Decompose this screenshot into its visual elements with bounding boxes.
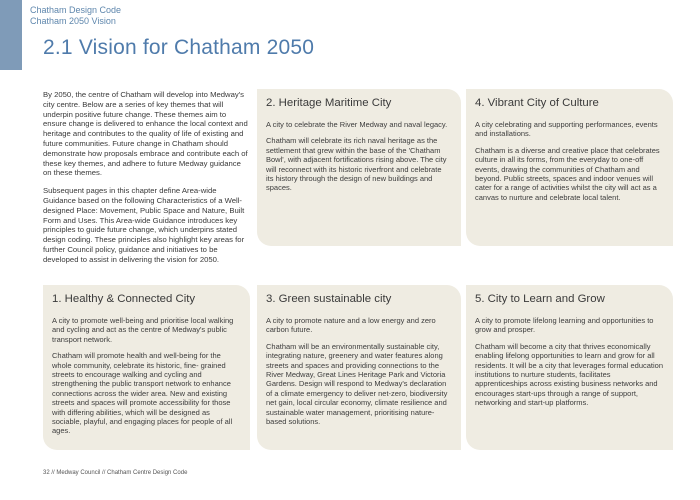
theme-card-culture <box>466 89 673 246</box>
theme-title: 3. Green sustainable city <box>266 293 392 305</box>
side-tab <box>0 0 22 70</box>
theme-body: Chatham will become a city that thrives economically enabling lifelong opportunities to learn and grow for all residents. It will be a city that leverages formal education institutions to nurture students, facilitates apprenticeships across existing business networks and encourages start-ups through a range of support, networking and start-up platforms. <box>475 341 664 408</box>
theme-title: 5. City to Learn and Grow <box>475 293 605 305</box>
running-header-document: Chatham Design Code <box>30 5 122 15</box>
theme-summary: A city to promote well-being and prioritise local walking and cycling and act as the centre of Medway's public transport network. <box>52 316 234 344</box>
running-header <box>30 5 121 26</box>
theme-body: Chatham will celebrate its rich naval heritage as the settlement that grew within the base of the 'Chatham Bowl', with adjacent fortifications rising above. The city will reconnect with its historic riverfront and celebrate its history through the design of new buildings and spaces. <box>266 136 447 193</box>
theme-body: Chatham will be an environmentally sustainable city, integrating nature, greenery and water features along streets and spaces and providing connections to the River Medway, Great Lines Heritage Park and Victoria Gardens. Design will respond to Medway's declaration of a climate emergency to deliver net-zero, biodiversity net gain, local circular economy, climate resilience and sustainable water management, prioritising nature-based solutions. <box>266 341 448 427</box>
theme-card-green <box>257 285 461 450</box>
theme-summary: A city to promote lifelong learning and opportunities to grow and prosper. <box>475 316 654 335</box>
theme-summary: A city to celebrate the River Medway and naval legacy. <box>266 120 448 129</box>
theme-card-healthy <box>43 285 250 450</box>
page-footer: 32 // Medway Council // Chatham Centre Design Code <box>43 470 188 476</box>
intro-paragraph-1: By 2050, the centre of Chatham will develop into Medway's city centre. Below are a series of key themes that will underpin positive future change. These themes aim to ensure change is delivered to enhance the local context and heritage and contributes to the quality of life of existing and future communities. Future change in Chatham should demonstrate how proposals embrace and contribute each of these key themes, and adhere to future Medway guidance on these themes. <box>43 90 248 178</box>
page-title: 2.1 Vision for Chatham 2050 <box>43 36 315 59</box>
intro-text <box>43 90 251 273</box>
theme-title: 1. Healthy & Connected City <box>52 293 196 305</box>
running-header-section: Chatham 2050 Vision <box>30 15 116 26</box>
theme-body: Chatham is a diverse and creative place that celebrates culture in all its forms, from the everyday to one-off events, drawing the communities of Chatham and beyond. Public streets, spaces and indoor venues will cater for a range of activities whilst the city will act as a canvas to nurture and celebrate local talent. <box>475 145 660 202</box>
theme-summary: A city celebrating and supporting performances, events and installations. <box>475 120 658 139</box>
theme-title: 2. Heritage Maritime City <box>266 97 392 109</box>
theme-summary: A city to promote nature and a low energy and zero carbon future. <box>266 316 436 335</box>
intro-paragraph-2: Subsequent pages in this chapter define Area-wide Guidance based on the following Characteristics of a Well- designed Place: Movement, Public Space and Nature, Built Form and Uses. This Area-wide Guidance introduces key principles to guide future change, which underpins stated design coding. These principles also highlight key areas for further Council policy, guidance and initiatives to be developed to assist in delivering the vision for 2050. <box>43 186 245 264</box>
theme-card-learn <box>466 285 673 450</box>
theme-title: 4. Vibrant City of Culture <box>475 97 599 109</box>
theme-card-heritage <box>257 89 461 246</box>
theme-body: Chatham will promote health and well-being for the whole community, celebrate its historic, fine- grained streets to encourage walking and cycling and strengthening the public transport network to enhance connections across the wider area. New and existing streets and spaces will promote accessibility for those with differing abilities, which will be designed as sociable, playful, and engaging places for people of all ages. <box>52 351 233 436</box>
